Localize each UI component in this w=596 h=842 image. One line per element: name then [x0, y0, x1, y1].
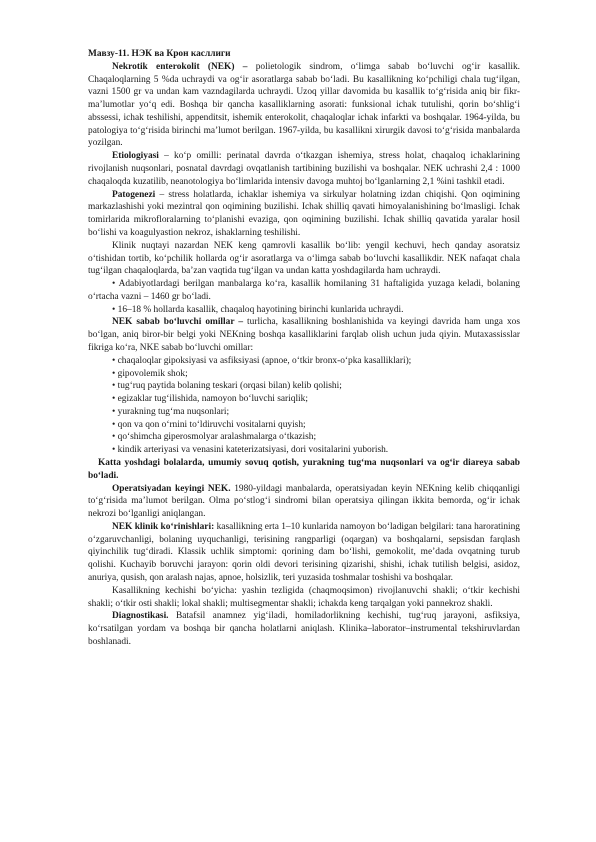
paragraph-clinical-signs [88, 521, 520, 585]
factors-list [88, 355, 520, 457]
factor-item: • egizaklar tug‘ilishida, namoyon bo‘luvchi sariqlik; [112, 394, 308, 405]
paragraph-text: 1980-yildagi manbalarda, operatsiyadan keyin NEKning kelib chiqqanligi to‘g‘risida ma’lumot berilgan. Olma po‘stlog‘i sindromi bilan operatsiya qilingan ikkita bemorda, og‘ir ichak nekrozi bo‘lganligi aniqlangan. [88, 483, 520, 520]
paragraph-causes [88, 316, 520, 354]
paragraph-postoperative [88, 483, 520, 521]
paragraph-etiology [88, 150, 520, 188]
paragraph-text: kasallikning erta 1–10 kunlarida namoyon bo‘ladigan belgilari: tana haroratining o‘zgaruvchanligi, bolaning uyquchanligi, terisining rangparligi (oqargan) va boshqalarni, sepsisdan farqlash qiyinchilik tug‘diradi. Klassik uchlik simptomi: qorining dam bo‘lishi, gemokolit, me’dada ovqatning turub qolishi. Kuchayib boruvchi jarayon: qorin oldi devori terisining qizarishi, shishi, ichak tutilish belgisi, asidoz, anuriya, qusish, qon aralash najas, apnoe, holsizlik, teri yuzasida toshmalar toshishi va boshqalar. [88, 521, 520, 584]
document-page [88, 48, 520, 649]
factor-item: • chaqaloqlar gipoksiyasi va asfiksiyasi (apnoe, o‘tkir bronx-o‘pka kasalliklari); [112, 355, 412, 366]
paragraph-pathogenesis [88, 189, 520, 240]
paragraph-text: – stress holatlarda, ichaklar ishemiya va sirkulyar holatning izdan chiqishi. Qon oqimining markazlashishi yoki mezintral qon oqimining buzilishi. Ichak shilliq qavati himoyalanishining bo‘lmasligi. Ichak tomirlarida mikrofloralarning to‘planishi evaziga, qon oqimining buzilishi. Ichak shilliq qavatida yaralar hosil bo‘lishi va koagulyastion nekroz, ishaklarning teshilishi. [88, 189, 520, 238]
paragraph-definition [88, 61, 520, 150]
term-etiology: Etiologiyasi [112, 151, 159, 162]
paragraph-older-children: Katta yoshdagi bolalarda, umumiy sovuq qotish, yurakning tug‘ma nuqsonlari va og‘ir diareya sabab bo‘ladi. [88, 458, 520, 481]
term-diagnostics: Diagnostikasi. [112, 611, 169, 622]
term-postoperative: Operatsiyadan keyingi NEK. [112, 483, 231, 494]
term-pathogenesis: Patogenezi [112, 189, 156, 200]
factor-item: • gipovolemik shok; [112, 368, 188, 379]
bullet-item: • Adabiyotlardagi berilgan manbalarga ko‘ra, kasallik homilaning 31 haftaligida yuzaga keladi, bolaning o‘rtacha vazni – 1460 gr bo‘ladi. [88, 279, 520, 302]
term-clinical-signs: NEK klinik ko‘rinishlari: [112, 521, 215, 532]
bullet-item: • 16–18 % hollarda kasallik, chaqaloq hayotining birinchi kunlarida uchraydi. [112, 304, 404, 315]
paragraph-text: – ko‘p omilli: perinatal davrda o‘tkazgan ishemiya, stress holat, chaqaloq ichaklarining rivojlanish nuqsonlari, posnatal davrdagi ovqatlanish tartibining buzilishi va boshqalar. NEK uchrashi 2,4 : 1000 chaqaloqda kuzatilib, neanotologiya bo‘limlarida intensiv davoga muhtoj bo‘lganlarning 2,1 %ini tashkil etadi. [88, 151, 520, 187]
document-title: Мавзу-11. НЭК ва Крон касллиги [88, 49, 231, 59]
factor-item: • yurakning tug‘ma nuqsonlari; [112, 406, 230, 417]
paragraph-text: Batafsil anamnez yig‘iladi, homiladorlikning kechishi, tug‘ruq jarayoni, asfiksiya, ko‘rsatilgan yordam va boshqa bir qancha holatlarni aniqlash. Klinika–laborator–instrumental tekshiruvlardan boshlanadi. [88, 611, 520, 647]
paragraph-text: polietologik sindrom, o‘limga sabab bo‘luvchi og‘ir kasallik. Chaqaloqlarning 5 %da uchraydi va og‘ir asoratlarga sabab bo‘ladi. Bu kasallikning ko‘pchiligi chala tug‘ilgan, vazni 1500 gr va undan kam vazndagilarda uchraydi. Uzoq yillar davomida bu kasallik to‘g‘risida aniq bir fikr-ma’lumotlar yo‘q edi. Boshqa bir qancha kasalliklarning asorati: funksional ichak tutulishi, qorin bo‘shlig‘i abssessi, ichak teshilishi, appenditsit, ishemik enterokolit, chaqaloqlar ichak infarkti va boshqalar. 1964-yilda, bu patologiya to‘g‘risida birinchi ma’lumot berilgan. 1967-yilda, bu kasallikni xirurgik davosi to‘g‘risida manbalarda yozilgan. [88, 61, 520, 149]
paragraph-course-forms: Kasallikning kechishi bo‘yicha: yashin tezligida (chaqmoqsimon) rivojlanuvchi shakli; o‘tkir kechishi shakli; o‘tkir osti shakli; lokal shakli; multisegmentar shakli; ichakda keng tarqalgan yoki pannekroz shakli. [88, 585, 520, 609]
factor-item: • qo‘shimcha giperosmolyar aralashmalarga o‘tkazish; [112, 432, 317, 443]
term-causes: NEK sabab bo‘luvchi omillar – [112, 317, 244, 328]
factor-item: • tug‘ruq paytida bolaning teskari (orqasi bilan) kelib qolishi; [112, 381, 342, 392]
paragraph-diagnostics [88, 610, 520, 648]
paragraph-text: turlicha, kasallikning boshlanishida va keyingi davrida ham unga xos bo‘lgan, aniq biror-bir belgi yoki NEKning boshqa kasalliklarini farqlab olish uchun juda qiyin. Mutaxassisslar fikriga ko‘ra, NKE sabab bo‘luvchi omillar: [88, 317, 520, 353]
paragraph-clinical-view: Klinik nuqtayi nazardan NEK keng qamrovli kasallik bo‘lib: yengil kechuvi, hech qanday asoratsiz o‘tishidan tortib, ko‘pchilik hollarda og‘ir asoratlarga va o‘limga sabab bo‘luvchi kasallikdir. NEK nafaqat chala tug‘ilgan chaqaloqlarda, ba’zan vaqtida tug‘ilgan va undan katta yoshdagilarda ham uchraydi. [88, 240, 520, 277]
factor-item: • kindik arteriyasi va venasini kateterizatsiyasi, dori vositalarini yuborish. [112, 445, 389, 456]
term-nek: Nekrotik enterokolit (NEK) – [112, 61, 248, 72]
factor-item: • qon va qon o‘rnini to‘ldiruvchi vositalarni quyish; [112, 419, 306, 430]
